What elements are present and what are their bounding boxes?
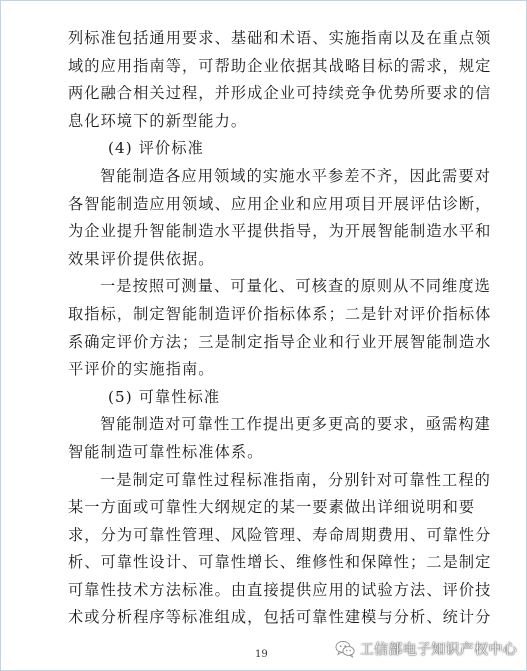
text-line: 各智能制造应用领域、应用企业和应用项目开展评估诊断， — [68, 194, 492, 213]
text-line: 为企业提升智能制造水平提供指导，为开展智能制造水平和 — [68, 222, 492, 241]
paragraph-first-line: 智能制造各应用领域的实施水平参差不齐，因此需要对 — [100, 166, 491, 185]
text-line: 两化融合相关过程，并形成企业可持续竞争优势所要求的信 — [68, 84, 492, 103]
page-number: 19 — [255, 649, 268, 660]
text-line: 效果评价提供依据。 — [68, 249, 215, 268]
text-line: 术或分析程序等标准组成，包括可靠性建模与分析、统计分 — [68, 608, 492, 627]
paragraph-first-line: 智能制造对可靠性工作提出更多更高的要求，亟需构建 — [100, 415, 491, 434]
text-line: 可靠性技术方法标准。由直接提供应用的试验方法、评价技 — [68, 580, 492, 599]
text-line: 系确定评价方法；三是制定指导企业和行业开展智能制造水 — [68, 332, 492, 351]
text-line: 某一方面或可靠性大纲规定的某一要素做出详细说明和要 — [68, 498, 476, 517]
text-line: 域的应用指南等，可帮助企业依据其战略目标的需求，规定 — [68, 56, 492, 75]
text-line: 求，分为可靠性管理、风险管理、寿命周期费用、可靠性分 — [68, 525, 492, 544]
text-line: 平评价的实施指南。 — [68, 360, 215, 379]
text-line: 析、可靠性设计、可靠性增长、维修性和保障性；二是制定 — [68, 553, 492, 572]
text-line: 智能制造可靠性标准体系。 — [68, 442, 264, 461]
document-body — [68, 25, 492, 632]
wechat-icon — [335, 640, 355, 658]
text-line: 息化环境下的新型能力。 — [68, 111, 248, 130]
text-line: 取指标，制定智能制造评价指标体系；二是针对评价指标体 — [68, 304, 492, 323]
watermark — [335, 638, 517, 660]
paragraph-first-line: 一是按照可测量、可量化、可核查的原则从不同维度选 — [100, 277, 491, 296]
section-heading-evaluation: (4) 评价标准 — [108, 139, 204, 158]
text-line: 列标准包括通用要求、基础和术语、实施指南以及在重点领 — [68, 29, 492, 47]
section-heading-reliability: (5) 可靠性标准 — [108, 387, 221, 406]
paragraph-first-line: 一是制定可靠性过程标准指南，分别针对可靠性工程的 — [100, 470, 491, 489]
watermark-text: 工信部电子知识产权中心 — [359, 642, 517, 658]
